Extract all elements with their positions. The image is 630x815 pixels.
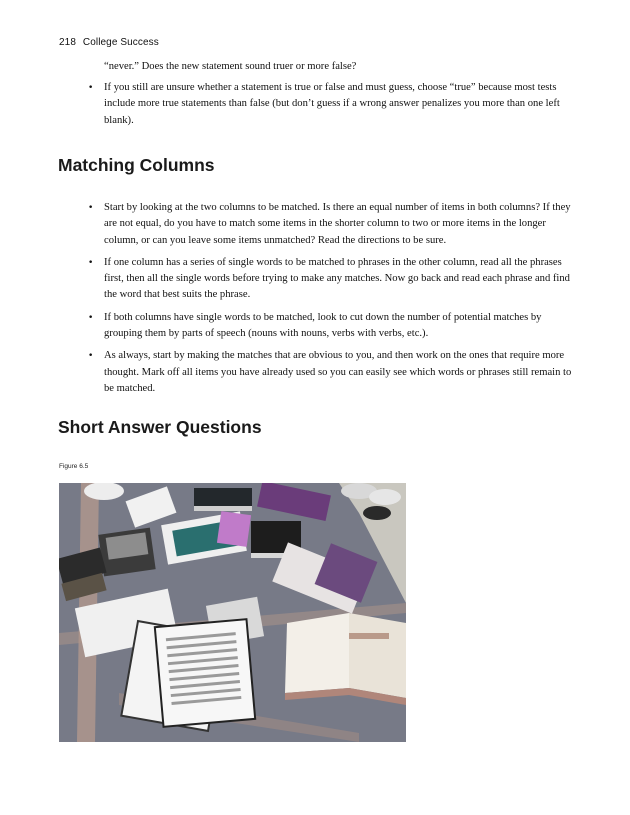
bullet-icon: • <box>88 351 94 362</box>
list-item <box>88 200 574 249</box>
bullet-icon: • <box>88 257 94 268</box>
shoe <box>363 506 391 520</box>
list-item <box>88 255 574 304</box>
list-item <box>88 348 574 397</box>
bullet-icon: • <box>88 203 94 213</box>
figure-caption: Figure 6.5 <box>59 463 89 470</box>
open-book-left-page <box>285 613 349 693</box>
continued-paragraph: “never.” Does the new statement sound truer or more false? <box>104 61 357 72</box>
page-number: 218 <box>59 37 76 48</box>
open-book-right-page <box>349 613 406 698</box>
figure-photo-books-on-floor <box>59 483 406 742</box>
running-header <box>59 37 159 48</box>
book-title: College Success <box>82 37 159 48</box>
list-item-text: As always, start by making the matches that are obvious to you, and then work on the ones that require more thought. Mark off all items you have already used so you can easily see which words or phrases still remain to be matched. <box>104 350 572 394</box>
matching-bullet-list <box>88 200 574 403</box>
book-title-band <box>349 633 389 639</box>
section-heading-matching: Matching Columns <box>58 155 215 175</box>
top-bullet-list <box>88 80 574 135</box>
list-item-text: Start by looking at the two columns to be matched. Is there an equal number of items in both columns? If they are not equal, do you have to match some items in the shorter column to two or more items in the longer column, or can you leave some items unmatched? Read the directions to be sure. <box>104 202 571 246</box>
bullet-icon: • <box>88 312 94 323</box>
list-item-text: If one column has a series of single words to be matched to phrases in the other column, read all the phrases first, then all the single words before trying to make any matches. Now go back and read each phrase and find the word that best suits the phrase. <box>104 256 570 301</box>
shoe <box>369 489 401 505</box>
book-pages <box>194 506 252 511</box>
section-heading-short-answer: Short Answer Questions <box>58 417 262 437</box>
list-item <box>88 310 574 343</box>
list-item-text: If you still are unsure whether a statement is true or false and must guess, choose “true” because most tests include more true statements than false (but don’t guess if a wrong answer penalizes you more than one left blank). <box>104 82 560 126</box>
list-item-text: If both columns have single words to be matched, look to cut down the number of potential matches by grouping them by parts of speech (nouns with nouns, verbs with verbs, etc.). <box>104 311 542 340</box>
list-item <box>88 80 574 129</box>
book <box>217 511 251 547</box>
bullet-icon: • <box>88 83 94 93</box>
